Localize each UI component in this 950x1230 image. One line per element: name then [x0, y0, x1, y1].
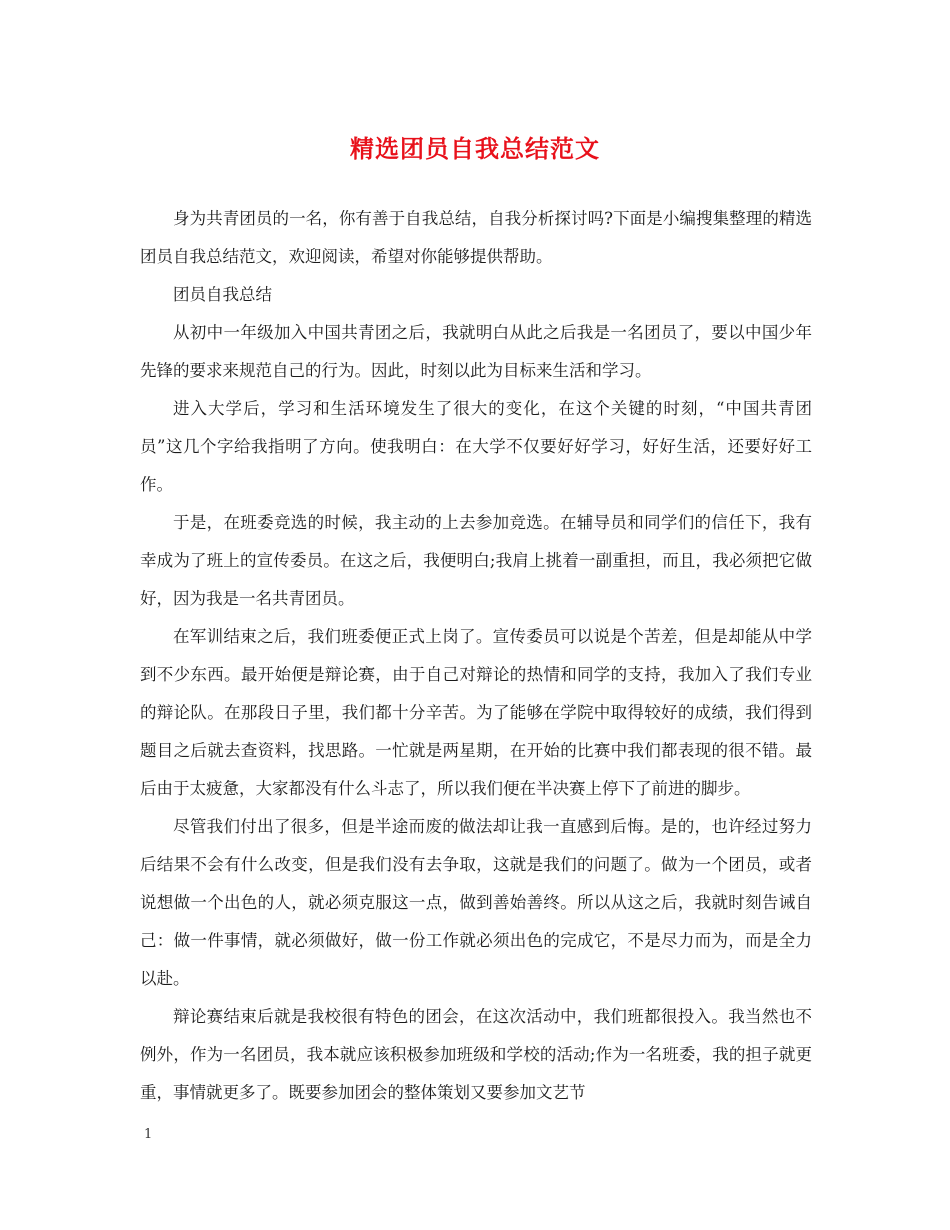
body-paragraph: 于是，在班委竞选的时候，我主动的上去参加竞选。在辅导员和同学们的信任下，我有幸成为了班上的宣传委员。在这之后，我便明白;我肩上挑着一副重担，而且，我必须把它做好，因为我是一名共青团员。	[140, 513, 812, 608]
body-paragraph: 从初中一年级加入中国共青团之后，我就明白从此之后我是一名团员了，要以中国少年先锋的要求来规范自己的行为。因此，时刻以此为目标来生活和学习。	[140, 323, 812, 380]
document-title: 精选团员自我总结范文	[350, 134, 600, 163]
document-body	[140, 200, 812, 1112]
body-paragraph: 进入大学后，学习和生活环境发生了很大的变化，在这个关键的时刻，“中国共青团员”这几个字给我指明了方向。使我明白：在大学不仅要好好学习，好好生活，还要好好工作。	[140, 399, 812, 494]
body-paragraph: 辩论赛结束后就是我校很有特色的团会，在这次活动中，我们班都很投入。我当然也不例外，作为一名团员，我本就应该积极参加班级和学校的活动;作为一名班委，我的担子就更重，事情就更多了。既要参加团会的整体策划又要参加文艺节	[140, 1007, 812, 1102]
body-paragraph: 在军训结束之后，我们班委便正式上岗了。宣传委员可以说是个苦差，但是却能从中学到不少东西。最开始便是辩论赛，由于自己对辩论的热情和同学的支持，我加入了我们专业的辩论队。在那段日子里，我们都十分辛苦。为了能够在学院中取得较好的成绩，我们得到题目之后就去查资料，找思路。一忙就是两星期，在开始的比赛中我们都表现的很不错。最后由于太疲惫，大家都没有什么斗志了，所以我们便在半决赛上停下了前进的脚步。	[140, 627, 812, 798]
body-paragraph: 尽管我们付出了很多，但是半途而废的做法却让我一直感到后悔。是的，也许经过努力后结果不会有什么改变，但是我们没有去争取，这就是我们的问题了。做为一个团员，或者说想做一个出色的人，就必须克服这一点，做到善始善终。所以从这之后，我就时刻告诫自己：做一件事情，就必须做好，做一份工作就必须出色的完成它，不是尽力而为，而是全力以赴。	[140, 817, 812, 988]
intro-paragraph: 身为共青团员的一名，你有善于自我总结，自我分析探讨吗?下面是小编搜集整理的精选团员自我总结范文，欢迎阅读，希望对你能够提供帮助。	[140, 209, 812, 266]
section-heading: 团员自我总结	[173, 285, 272, 304]
page-number: 1	[144, 1127, 153, 1142]
